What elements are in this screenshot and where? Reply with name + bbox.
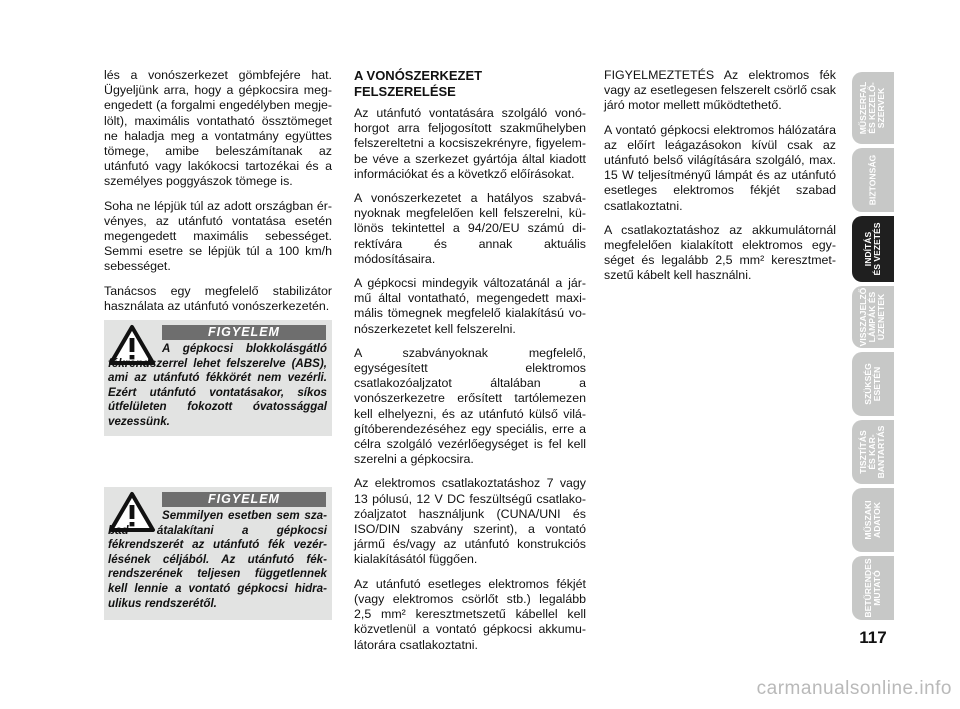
paragraph: Soha ne lépjük túl az adott országban érvényes, az utánfutó vontatása esetén megengedett maximális sebességet. Semmi esetre se lépjük túl a 100 km/h sebességet.	[104, 198, 332, 274]
section-heading: A VONÓSZERKEZET FELSZERELÉSE	[354, 68, 483, 99]
paragraph: FIGYELMEZTETÉS Az elektromos fék vagy az esetlegesen felszerelt csörlő csak járó motor mellett működtethető.	[604, 68, 836, 113]
tab-szukseg[interactable]	[852, 352, 894, 416]
paragraph: Tanácsos egy megfelelő stabilizátor használata az utánfutó vonószerkezetén.	[104, 283, 332, 313]
tab-visszajelzo[interactable]	[852, 286, 894, 348]
tab-label: SZÜKSÉG ESETÉN	[862, 363, 882, 405]
tab-label: TISZTÍTÁS ÉS KAR- BANTARTÁS	[858, 425, 887, 479]
tab-beturendes[interactable]	[852, 556, 894, 620]
paragraph: A szabványoknak megfelelő, egységesített elektromos csatlakozóaljzatot általában a vonószerkezetre erősített tartólemezen kell elhelyezni, és az utánfutó külső világítóberendezéséhez egy speciális, erre a célra szolgáló vezérlőegységet is fel kell szerelni a gépkocsira.	[354, 345, 586, 467]
column-1	[104, 68, 332, 323]
tab-muszaki[interactable]	[852, 488, 894, 552]
tab-muszerfal[interactable]	[852, 72, 894, 144]
paragraph: A vontató gépkocsi elektromos hálózatára az előírt leágazásokon kívül csak az utánfutó belső világítására szolgáló, max. 15 W teljesítményű lámpát és az utánfutó esetleges elektromos fékjét szabad csatlakoztatni.	[604, 122, 836, 213]
page-number: 117	[859, 628, 887, 647]
paragraph: A vonószerkezetet a hatályos szabványoknak megfelelően kell felszerelni, különös tekintettel a 94/20/EU számú direktívára és annak aktuális módosításaira.	[354, 191, 586, 266]
watermark: carmanualsonline.info	[756, 678, 952, 699]
paragraph: Az elektromos csatlakoztatáshoz 7 vagy 13 pólusú, 12 V DC feszültségű csatlakozóaljzatot használjunk (CUNA/UNI és ISO/DIN szabvány szerint), a vontató jármű és/vagy az utánfutó konstrukciós kialakításától függően.	[354, 476, 586, 567]
tab-label: INDÍTÁS ÉS VEZETÉS	[862, 222, 882, 276]
tab-label: MŰSZERFAL ÉS KEZELŐ- SZERVEK	[858, 81, 887, 135]
paragraph: lés a vonószerkezet gömbfejére hat. Ügyeljünk arra, hogy a gépkocsira megengedett (a forgalmi engedélyben megjelölt), maximális vontatható össztömeget ne haladja meg a vontatmány együttes tömege, amibe beleszámítanak az utánfutó vagy lakókocsi tartozékai és a személyes poggyászok tömege is.	[104, 68, 332, 189]
column-3	[604, 68, 836, 293]
tab-label: BIZTONSÁG	[867, 154, 878, 206]
tab-tisztitas[interactable]	[852, 420, 894, 484]
warning-box	[104, 320, 332, 436]
warning-title: FIGYELEM	[162, 325, 326, 340]
paragraph: A csatlakoztatáshoz az akkumulátornál megfelelően kialakított elektromos egységet és legalább 2,5 mm² keresztmetszetű kábelt kell használni.	[604, 222, 836, 283]
tab-biztonsag[interactable]	[852, 148, 894, 212]
tab-label: MŰSZAKI ADATOK	[862, 500, 882, 540]
tab-label: BETŰRENDES MUTATÓ	[862, 558, 882, 618]
tab-label: VISSZAJELZŐ LÁMPÁK ÉS ÜZENETEK	[858, 287, 887, 347]
paragraph: Az utánfutó vontatására szolgáló vonóhorgot arra feljogosított szakműhelyben felszereltetni a kocsiszekrényre, figyelembe véve a szerkezet gyártója által kiadott információkat és a követkző előírásokat.	[354, 106, 586, 181]
column-2	[354, 68, 586, 662]
warning-text: A gépkocsi blokkolásgátló fékrendszerrel lehet felszerelve (ABS), ami az utánfutó fékkörét nem vezérli. Ezért utánfutó vontatásakor, síkos útfelületen fokozott óvatossággal vezessünk.	[108, 342, 327, 428]
tab-inditas[interactable]	[852, 216, 894, 282]
warning-title: FIGYELEM	[162, 492, 326, 507]
warning-text: Semmilyen esetben sem szabad átalakítani a gépkocsi fékrendszerét az utánfutó fék vezérlésének céljából. Az utánfutó fékrendszerének teljesen függetlennek kell lennie a vontató gépkocsi hidraulikus rendszerétől.	[108, 509, 327, 610]
paragraph: Az utánfutó esetleges elektromos fékjét (vagy elektromos csörlőt stb.) legalább 2,5 mm² keresztmetszetű kábellel kell közvetlenül a vontató gépkocsi akkumulátorára csatlakoztatni.	[354, 576, 586, 652]
warning-box	[104, 487, 332, 620]
paragraph: A gépkocsi mindegyik változatánál a jármű által vontatható, megengedett maximális tömegnek megfelelő kialakítású vonószerkezetet kell felszerelni.	[354, 276, 586, 336]
